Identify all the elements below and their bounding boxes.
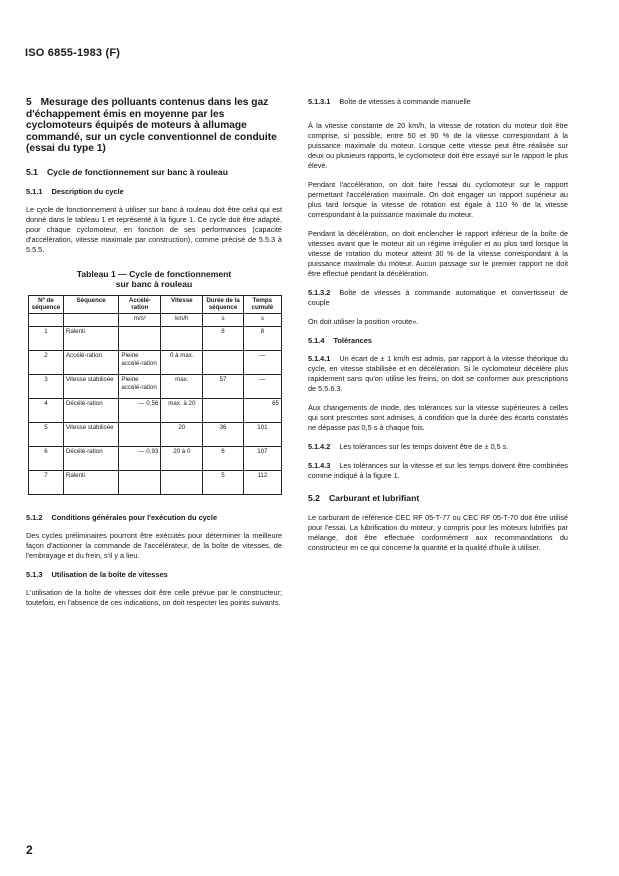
table-cell: 8 [203,326,244,350]
section-5-1-3-heading [26,570,282,579]
table-cell [161,326,203,350]
paragraph-5-1-4-2 [308,442,568,452]
table-cell: 7 [29,470,64,494]
table-cell: 3 [29,374,64,398]
section-title: Boîte de vitesses à commande manuelle [339,97,471,106]
table-cell: 101 [243,422,281,446]
section-number: 5.1.2 [26,512,43,522]
table-cell: Pleine accélé-ration [119,374,161,398]
section-title: Conditions générales pour l'exécution du cycle [51,512,218,522]
table-cell: — 0,56 [119,398,161,422]
table-cell: 5 [203,470,244,494]
section-5-1-4-heading [308,336,568,345]
section-number: 5.1.1 [26,186,43,196]
section-number: 5.1.4.3 [308,461,331,470]
cycle-table [28,295,282,495]
table-cell: 6 [29,446,64,470]
table-cell: — [243,374,281,398]
section-title: Carburant et lubrifiant [328,493,420,503]
section-number: 5.1.3.2 [308,288,331,297]
table-cell: 6 [203,446,244,470]
table-row [29,470,282,494]
table-row [29,374,282,398]
paragraph-5-1-1: Le cycle de fonctionnement à utiliser sur banc à rouleau doit être celui qui est donné dans le tableau 1 et représenté à la figure 1. Ce cycle doit être adapté, pour chaque cyclomoteur, en fonction de ses performances (capacité d'accélération, vitesse maximale par construction), comme précisé de 5.5.3 à 5.5.5. [26,204,282,254]
table-cell: 112 [243,470,281,494]
table-cell [119,470,161,494]
section-number: 5.1.4.1 [308,354,331,363]
col-header-duration: Durée de la séquence [203,295,244,313]
table-cell [203,350,244,374]
section-5-1-heading [26,167,282,177]
paragraph-5-1-4-1-b: Aux changements de mode, des tolérances sur la vitesse supérieures à celles qui sont prescrites sont admises, à condition que la durée des écarts constatés ne dépasse pas 0,5 s à chaque fois. [308,403,568,432]
table-cell: 57 [203,374,244,398]
section-title: Tolérances [333,336,372,345]
left-column [26,97,282,617]
table-cell: 5 [29,422,64,446]
table-cell: Décélé-ration [63,398,119,422]
paragraph-text: Un écart de ± 1 km/h est admis, par rapport à la vitesse théorique du cycle, en vitesse stabilisée et en décélération. Si le cyclomoteur décélère plus rapidement sans qu'on utilise les freins, on doit se conformer aux prescriptions de 5.5.6.3. [308,354,568,393]
right-column [308,97,568,562]
table-cell: — 0,93 [119,446,161,470]
table-caption [26,269,282,289]
table-cell: 1 [29,326,64,350]
table-cell: Décélé-ration [63,446,119,470]
table-cell: 2 [29,350,64,374]
table-cell: max. [161,374,203,398]
paragraph-text: Les tolérances sur la vitesse et sur les temps doivent être combinées comme indiqué à la figure 1. [308,461,568,480]
table-cell: 65 [243,398,281,422]
section-5-1-1-heading [26,187,282,196]
paragraph-5-1-3-1-a: À la vitesse constante de 20 km/h, la vitesse de rotation du moteur doit être comprise, si possible, entre 50 et 90 % de la vitesse correspondant à la puissance maximale du moteur. Lorsque cette vitesse peut être réalisée sur deux ou plusieurs rapports, le cyclomoteur doit être essayé sur le rapport le plus élevé. [308,121,568,170]
section-number: 5 [26,97,32,108]
paragraph-5-1-4-1 [308,354,568,394]
document-reference: ISO 6855-1983 (F) [25,47,121,59]
paragraph-5-1-2: Des cycles préliminaires pourront être exécutés pour déterminer la meilleure façon d'actionner la commande de l'accélérateur, de la boîte de vitesses, de l'embrayage et du frein, s'il y a lieu. [26,530,282,560]
paragraph-5-2: Le carburant de référence CEC RF 05-T-77 ou CEC RF 05-T-70 doit être utilisé pour l'essai. La lubrification du moteur, y compris pour les moteurs lubrifiés par mélange, doit être effectuée conformément aux recommandations du constructeur en ce qui concerne la quantité et la qualité d'huile à utiliser. [308,513,568,552]
table-cell: Accélé-ration [63,350,119,374]
table-caption-line2: sur banc à rouleau [115,278,193,289]
table-cell: 8 [243,326,281,350]
table-cell [203,398,244,422]
paragraph-5-1-3-1-b: Pendant l'accélération, on doit faire l'essai du cyclomoteur sur le rapport permettant l'accélération maximale. On doit engager un rapport supérieur au plus tard lorsque la vitesse de rotation est égale à 110 % de la vitesse correspondant à la puissance maximale du moteur. [308,180,568,219]
section-title: Mesurage des polluants contenus dans les gaz d'échappement émis en moyenne par les cyclomoteurs équipés de moteurs à allumage commandé, sur un cycle conventionnel de conduite (essai du type 1) [26,97,277,154]
table-cell: Vitesse stabilisée [63,422,119,446]
section-5-1-3-1-heading [308,97,568,107]
section-title: Boîte de vitesses à commande automatique et convertisseur de couple [308,288,568,307]
section-number: 5.1.3.1 [308,97,331,106]
table-cell: 4 [29,398,64,422]
col-header-acceleration: Accélé-ration [119,295,161,313]
table-cell [161,470,203,494]
table-cell: 107 [243,446,281,470]
section-title: Utilisation de la boîte de vitesses [51,569,168,579]
table-row [29,350,282,374]
unit-cell: s [203,313,244,326]
section-number: 5.2 [308,493,320,503]
table-units-row [29,313,282,326]
col-header-sequence-number: Nº de séquence [29,295,64,313]
paragraph-5-1-3: L'utilisation de la boîte de vitesses doit être celle prévue par le constructeur; toutefois, en l'absence de ces indications, on doit respecter les points suivants. [26,587,282,607]
col-header-sequence: Séquence [63,295,119,313]
table-row [29,398,282,422]
table-cell: Ralenti [63,326,119,350]
section-title: Description du cycle [51,186,124,196]
section-number: 5.1 [26,166,38,177]
section-number: 5.1.4.2 [308,442,331,451]
section-5-heading [26,97,282,155]
col-header-cumulative-time: Temps cumulé [243,295,281,313]
section-5-2-heading [308,493,568,503]
section-number: 5.1.3 [26,569,43,579]
section-title: Cycle de fonctionnement sur banc à rouleau [46,166,228,177]
col-header-speed: Vitesse [161,295,203,313]
section-5-1-2-heading [26,513,282,522]
table-row [29,326,282,350]
table-row [29,446,282,470]
table-cell: Ralenti [63,470,119,494]
unit-cell [63,313,119,326]
table-cell: 20 [161,422,203,446]
table-header-row [29,295,282,313]
page-number: 2 [26,843,33,857]
unit-cell: km/h [161,313,203,326]
paragraph-5-1-3-2: On doit utiliser la position «route». [308,317,419,326]
section-5-1-3-2-heading [308,288,568,308]
table-cell: max. à 20 [161,398,203,422]
table-cell: 20 à 0 [161,446,203,470]
table-cell [119,326,161,350]
table-caption-line1: Tableau 1 — Cycle de fonctionnement [76,268,232,279]
table-cell: 36 [203,422,244,446]
paragraph-5-1-3-1-c: Pendant la décélération, on doit enclencher le rapport inférieur de la boîte de vitesses avant que le moteur ait un régime irrégulier et au plus tard lorsque la vitesse de rotation du moteur atteint 30 % de la vitesse correspondant à la puissance maximale du moteur. Aucun passage sur le premier rapport ne doit être effectué pendant la décélération. [308,229,568,278]
unit-cell [29,313,64,326]
table-cell: Vitesse stabilisée [63,374,119,398]
paragraph-text: Les tolérances sur les temps doivent être de ± 0,5 s. [339,442,509,451]
table-cell: — [243,350,281,374]
table-cell [119,422,161,446]
paragraph-5-1-4-3 [308,461,568,481]
unit-cell: s [243,313,281,326]
unit-cell: m/s² [119,313,161,326]
table-cell: 0 à max. [161,350,203,374]
table-row [29,422,282,446]
section-number: 5.1.4 [308,336,325,345]
table-cell: Pleine accélé-ration [119,350,161,374]
